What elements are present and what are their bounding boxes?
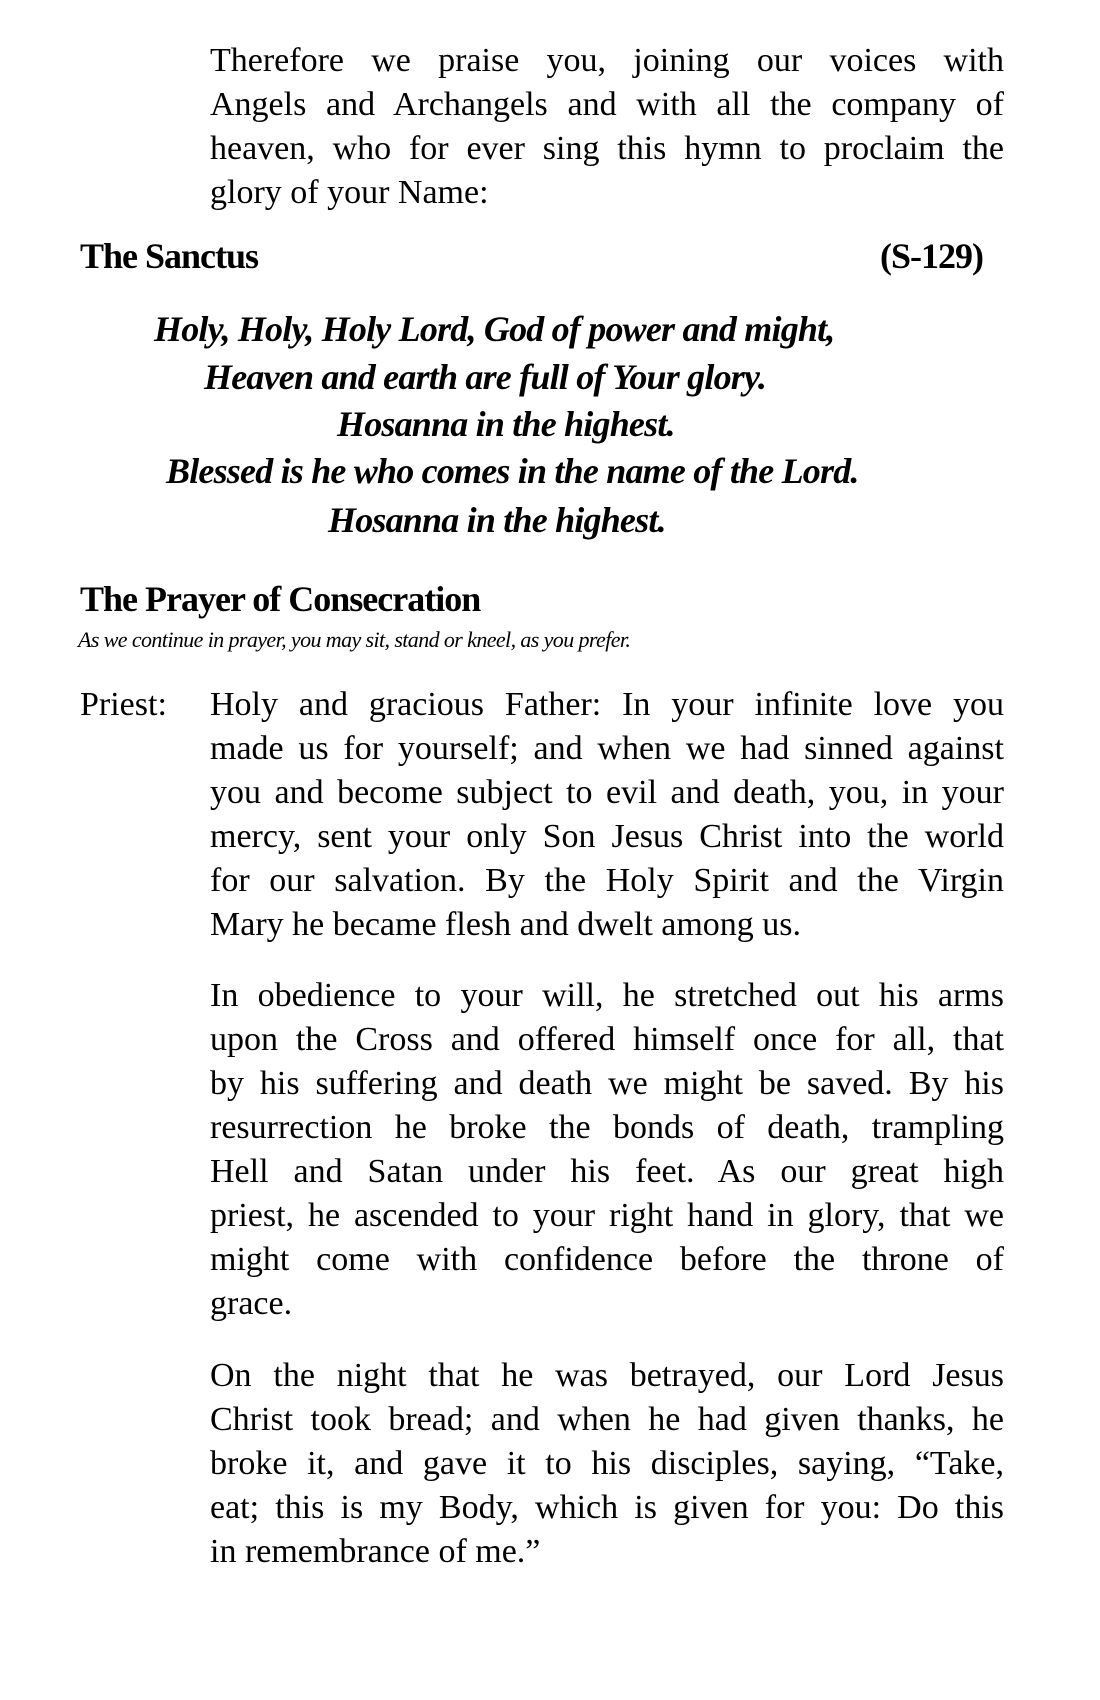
text-line: Angels and Archangels and with all the company of: [210, 86, 1004, 123]
sanctus-line: Hosanna in the highest.: [328, 500, 666, 540]
prayer-paragraph: [210, 683, 1004, 947]
sanctus-line: Hosanna in the highest.: [337, 404, 675, 444]
text-line: mercy, sent your only Son Jesus Christ into the world: [210, 818, 1004, 855]
text-line: resurrection he broke the bonds of death, trampling: [210, 1109, 1004, 1146]
text-line: broke it, and gave it to his disciples, saying, “Take,: [210, 1445, 1004, 1482]
text-line: grace.: [210, 1285, 293, 1322]
text-line: Christ took bread; and when he had given thanks, he: [210, 1401, 1004, 1438]
text-line: Holy and gracious Father: In your infinite love you: [210, 686, 1004, 723]
text-line: for our salvation. By the Holy Spirit and the Virgin: [210, 862, 1004, 899]
sanctus-line: Heaven and earth are full of Your glory.: [204, 357, 767, 397]
text-line: Hell and Satan under his feet. As our great high: [210, 1153, 1004, 1190]
text-line: On the night that he was betrayed, our Lord Jesus: [210, 1357, 1004, 1394]
text-line: Therefore we praise you, joining our voices with: [210, 42, 1004, 79]
intro-paragraph: [210, 39, 1004, 215]
consecration-heading: The Prayer of Consecration: [80, 579, 481, 619]
prayer-paragraph: [210, 1354, 1004, 1574]
text-line: priest, he ascended to your right hand in glory, that we: [210, 1197, 1004, 1234]
speaker-label: Priest:: [80, 686, 167, 723]
text-line: you and become subject to evil and death, you, in your: [210, 774, 1004, 811]
text-line: might come with confidence before the throne of: [210, 1241, 1004, 1278]
sanctus-line: Blessed is he who comes in the name of the Lord.: [166, 451, 859, 491]
text-line: by his suffering and death we might be saved. By his: [210, 1065, 1004, 1102]
sanctus-hymn-number: (S-129): [880, 236, 983, 276]
text-line: upon the Cross and offered himself once for all, that: [210, 1021, 1004, 1058]
text-line: Mary he became flesh and dwelt among us.: [210, 906, 802, 943]
text-line: eat; this is my Body, which is given for you: Do this: [210, 1489, 1004, 1526]
sanctus-heading: The Sanctus: [80, 236, 259, 276]
sanctus-line: Holy, Holy, Holy Lord, God of power and might,: [154, 309, 835, 349]
text-line: In obedience to your will, he stretched out his arms: [210, 977, 1004, 1014]
text-line: heaven, who for ever sing this hymn to proclaim the: [210, 130, 1004, 167]
text-line: made us for yourself; and when we had sinned against: [210, 730, 1004, 767]
prayer-paragraph: [210, 974, 1004, 1326]
text-line: in remembrance of me.”: [210, 1533, 541, 1570]
text-line: glory of your Name:: [210, 174, 489, 211]
rubric-instruction: As we continue in prayer, you may sit, stand or kneel, as you prefer.: [78, 627, 631, 652]
